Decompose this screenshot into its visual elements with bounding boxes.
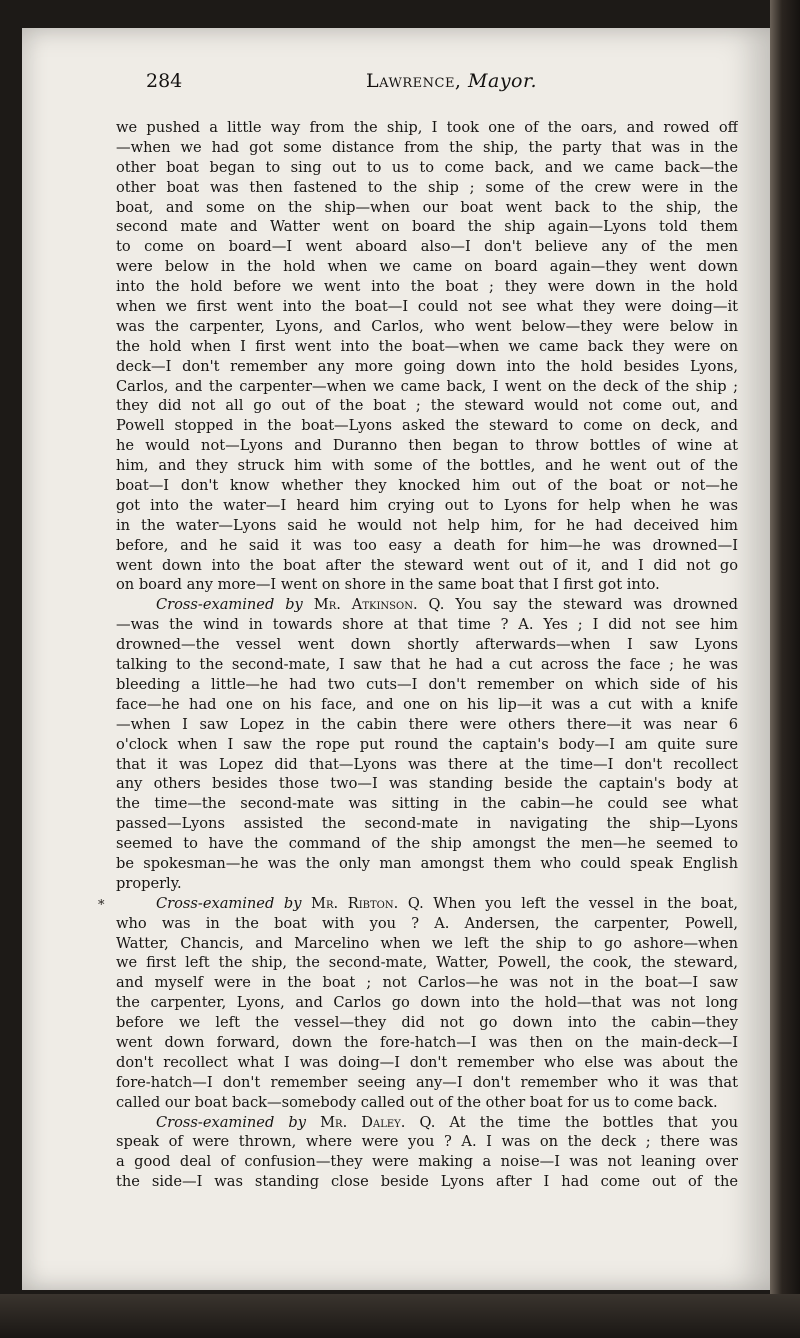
text-line: before, and he said it was too easy a death for him—he was drowned—I <box>116 536 738 554</box>
text-line: speak of were thrown, where were you ? A. I was on the deck ; there was <box>116 1133 738 1151</box>
lead-label: Cross-examined by <box>156 894 302 912</box>
text-line: talking to the second-mate, I saw that he had a cut across the face ; he was <box>116 656 738 674</box>
text-line: the carpenter, Lyons, and Carlos go down into the hold—that was not long <box>116 994 738 1012</box>
lead-rest: Q. At the time the bottles that you <box>419 1113 738 1131</box>
text-line: properly. <box>116 874 182 892</box>
paragraph-3 <box>116 894 738 1113</box>
text-line: boat—I don't know whether they knocked him out of the boat or not—he <box>116 477 738 495</box>
lead-name: Mr. Daley. <box>320 1113 406 1131</box>
text-line: him, and they struck him with some of the bottles, and he went out of the <box>116 457 738 475</box>
text-line: don't recollect what I was doing—I don't remember who else was about the <box>116 1053 738 1071</box>
paragraph-4 <box>116 1113 738 1193</box>
text-line: when we first went into the boat—I could not see what they were doing—it <box>116 298 738 316</box>
text-line: other boat was then fastened to the ship ; some of the crew were in the <box>116 178 738 196</box>
text-line: got into the water—I heard him crying out to Lyons for help when he was <box>116 496 738 514</box>
text-line: went down forward, down the fore-hatch—I was then on the main-deck—I <box>116 1033 738 1051</box>
text-line: seemed to have the command of the ship amongst the men—he seemed to <box>116 835 738 853</box>
text-line: Carlos, and the carpenter—when we came back, I went on the deck of the ship ; <box>116 377 738 395</box>
paragraph-2 <box>116 595 738 893</box>
lead-rest: Q. When you left the vessel in the boat, <box>407 894 738 912</box>
text-line: Watter, Chancis, and Marcelino when we left the ship to go ashore—when <box>116 934 738 952</box>
text-line: and myself were in the boat ; not Carlos—he was not in the boat—I saw <box>116 974 738 992</box>
page-header <box>146 70 746 104</box>
text-line: they did not all go out of the boat ; the steward would not come out, and <box>116 397 738 415</box>
text-line: a good deal of confusion—they were making a noise—I was not leaning over <box>116 1153 738 1171</box>
cross-examination-lead <box>116 1113 738 1133</box>
text-line: bleeding a little—he had two cuts—I don't remember on which side of his <box>116 675 738 693</box>
lead-name: Mr. Atkinson. <box>313 596 418 614</box>
text-line: he would not—Lyons and Duranno then began to throw bottles of wine at <box>116 437 738 455</box>
text-line: before we left the vessel—they did not go down into the cabin—they <box>116 1014 738 1032</box>
paragraph-1 <box>116 118 738 595</box>
text-line: the side—I was standing close beside Lyons after I had come out of the <box>116 1173 738 1191</box>
text-line: other boat began to sing out to us to come back, and we came back—the <box>116 158 738 176</box>
text-line: second mate and Watter went on board the ship again—Lyons told them <box>116 218 738 236</box>
text-line: we first left the ship, the second-mate, Watter, Powell, the cook, the steward, <box>116 954 738 972</box>
text-line: o'clock when I saw the rope put round the captain's body—I am quite sure <box>116 735 738 753</box>
running-head-title: Mayor. <box>468 70 538 92</box>
text-line: deck—I don't remember any more going down into the hold besides Lyons, <box>116 357 738 375</box>
text-line: in the water—Lyons said he would not help him, for he had deceived him <box>116 516 738 534</box>
text-line: who was in the boat with you ? A. Andersen, the carpenter, Powell, <box>116 914 738 932</box>
lead-name: Mr. Ribton. <box>311 894 399 912</box>
running-head-name: Lawrence, <box>366 70 462 92</box>
text-line: boat, and some on the ship—when our boat went back to the ship, the <box>116 198 738 216</box>
text-line: passed—Lyons assisted the second-mate in navigating the ship—Lyons <box>116 815 738 833</box>
page-bottom-edge <box>0 1294 800 1338</box>
running-head <box>366 70 537 92</box>
lead-rest: Q. You say the steward was drowned <box>428 596 738 614</box>
page-number: 284 <box>146 70 183 92</box>
text-line: drowned—the vessel went down shortly afterwards—when I saw Lyons <box>116 636 738 654</box>
text-line: we pushed a little way from the ship, I took one of the oars, and rowed off <box>116 119 738 136</box>
text-line: the time—the second-mate was sitting in the cabin—he could see what <box>116 795 738 813</box>
body-text <box>116 118 738 1192</box>
text-line: called our boat back—somebody called out of the other boat for us to come back. <box>116 1093 718 1111</box>
margin-mark: * <box>98 898 105 913</box>
text-line: on board any more—I went on shore in the same boat that I first got into. <box>116 576 660 594</box>
text-line: face—he had one on his face, and one on his lip—it was a cut with a knife <box>116 695 738 713</box>
text-line: the hold when I first went into the boat—when we came back they were on <box>116 337 738 355</box>
text-line: be spokesman—he was the only man amongst them who could speak English <box>116 854 738 872</box>
text-line: fore-hatch—I don't remember seeing any—I don't remember who it was that <box>116 1073 738 1091</box>
text-line: —was the wind in towards shore at that time ? A. Yes ; I did not see him <box>116 616 738 634</box>
cross-examination-lead <box>116 595 738 615</box>
text-line: were below in the hold when we came on board again—they went down <box>116 258 738 276</box>
text-line: —when I saw Lopez in the cabin there were others there—it was near 6 <box>116 715 738 733</box>
text-line: Powell stopped in the boat—Lyons asked the steward to come on deck, and <box>116 417 738 435</box>
lead-label: Cross-examined by <box>156 596 303 614</box>
cross-examination-lead <box>116 894 738 914</box>
text-line: into the hold before we went into the boat ; they were down in the hold <box>116 278 738 296</box>
text-line: to come on board—I went aboard also—I don't believe any of the men <box>116 238 738 256</box>
text-line: —when we had got some distance from the ship, the party that was in the <box>116 138 738 156</box>
book-spine <box>770 0 800 1338</box>
text-line: was the carpenter, Lyons, and Carlos, who went below—they were below in <box>116 317 738 335</box>
text-line: went down into the boat after the steward went out of it, and I did not go <box>116 556 738 574</box>
text-line: any others besides those two—I was standing beside the captain's body at <box>116 775 738 793</box>
lead-label: Cross-examined by <box>156 1113 306 1131</box>
text-line: that it was Lopez did that—Lyons was there at the time—I don't recollect <box>116 755 738 773</box>
